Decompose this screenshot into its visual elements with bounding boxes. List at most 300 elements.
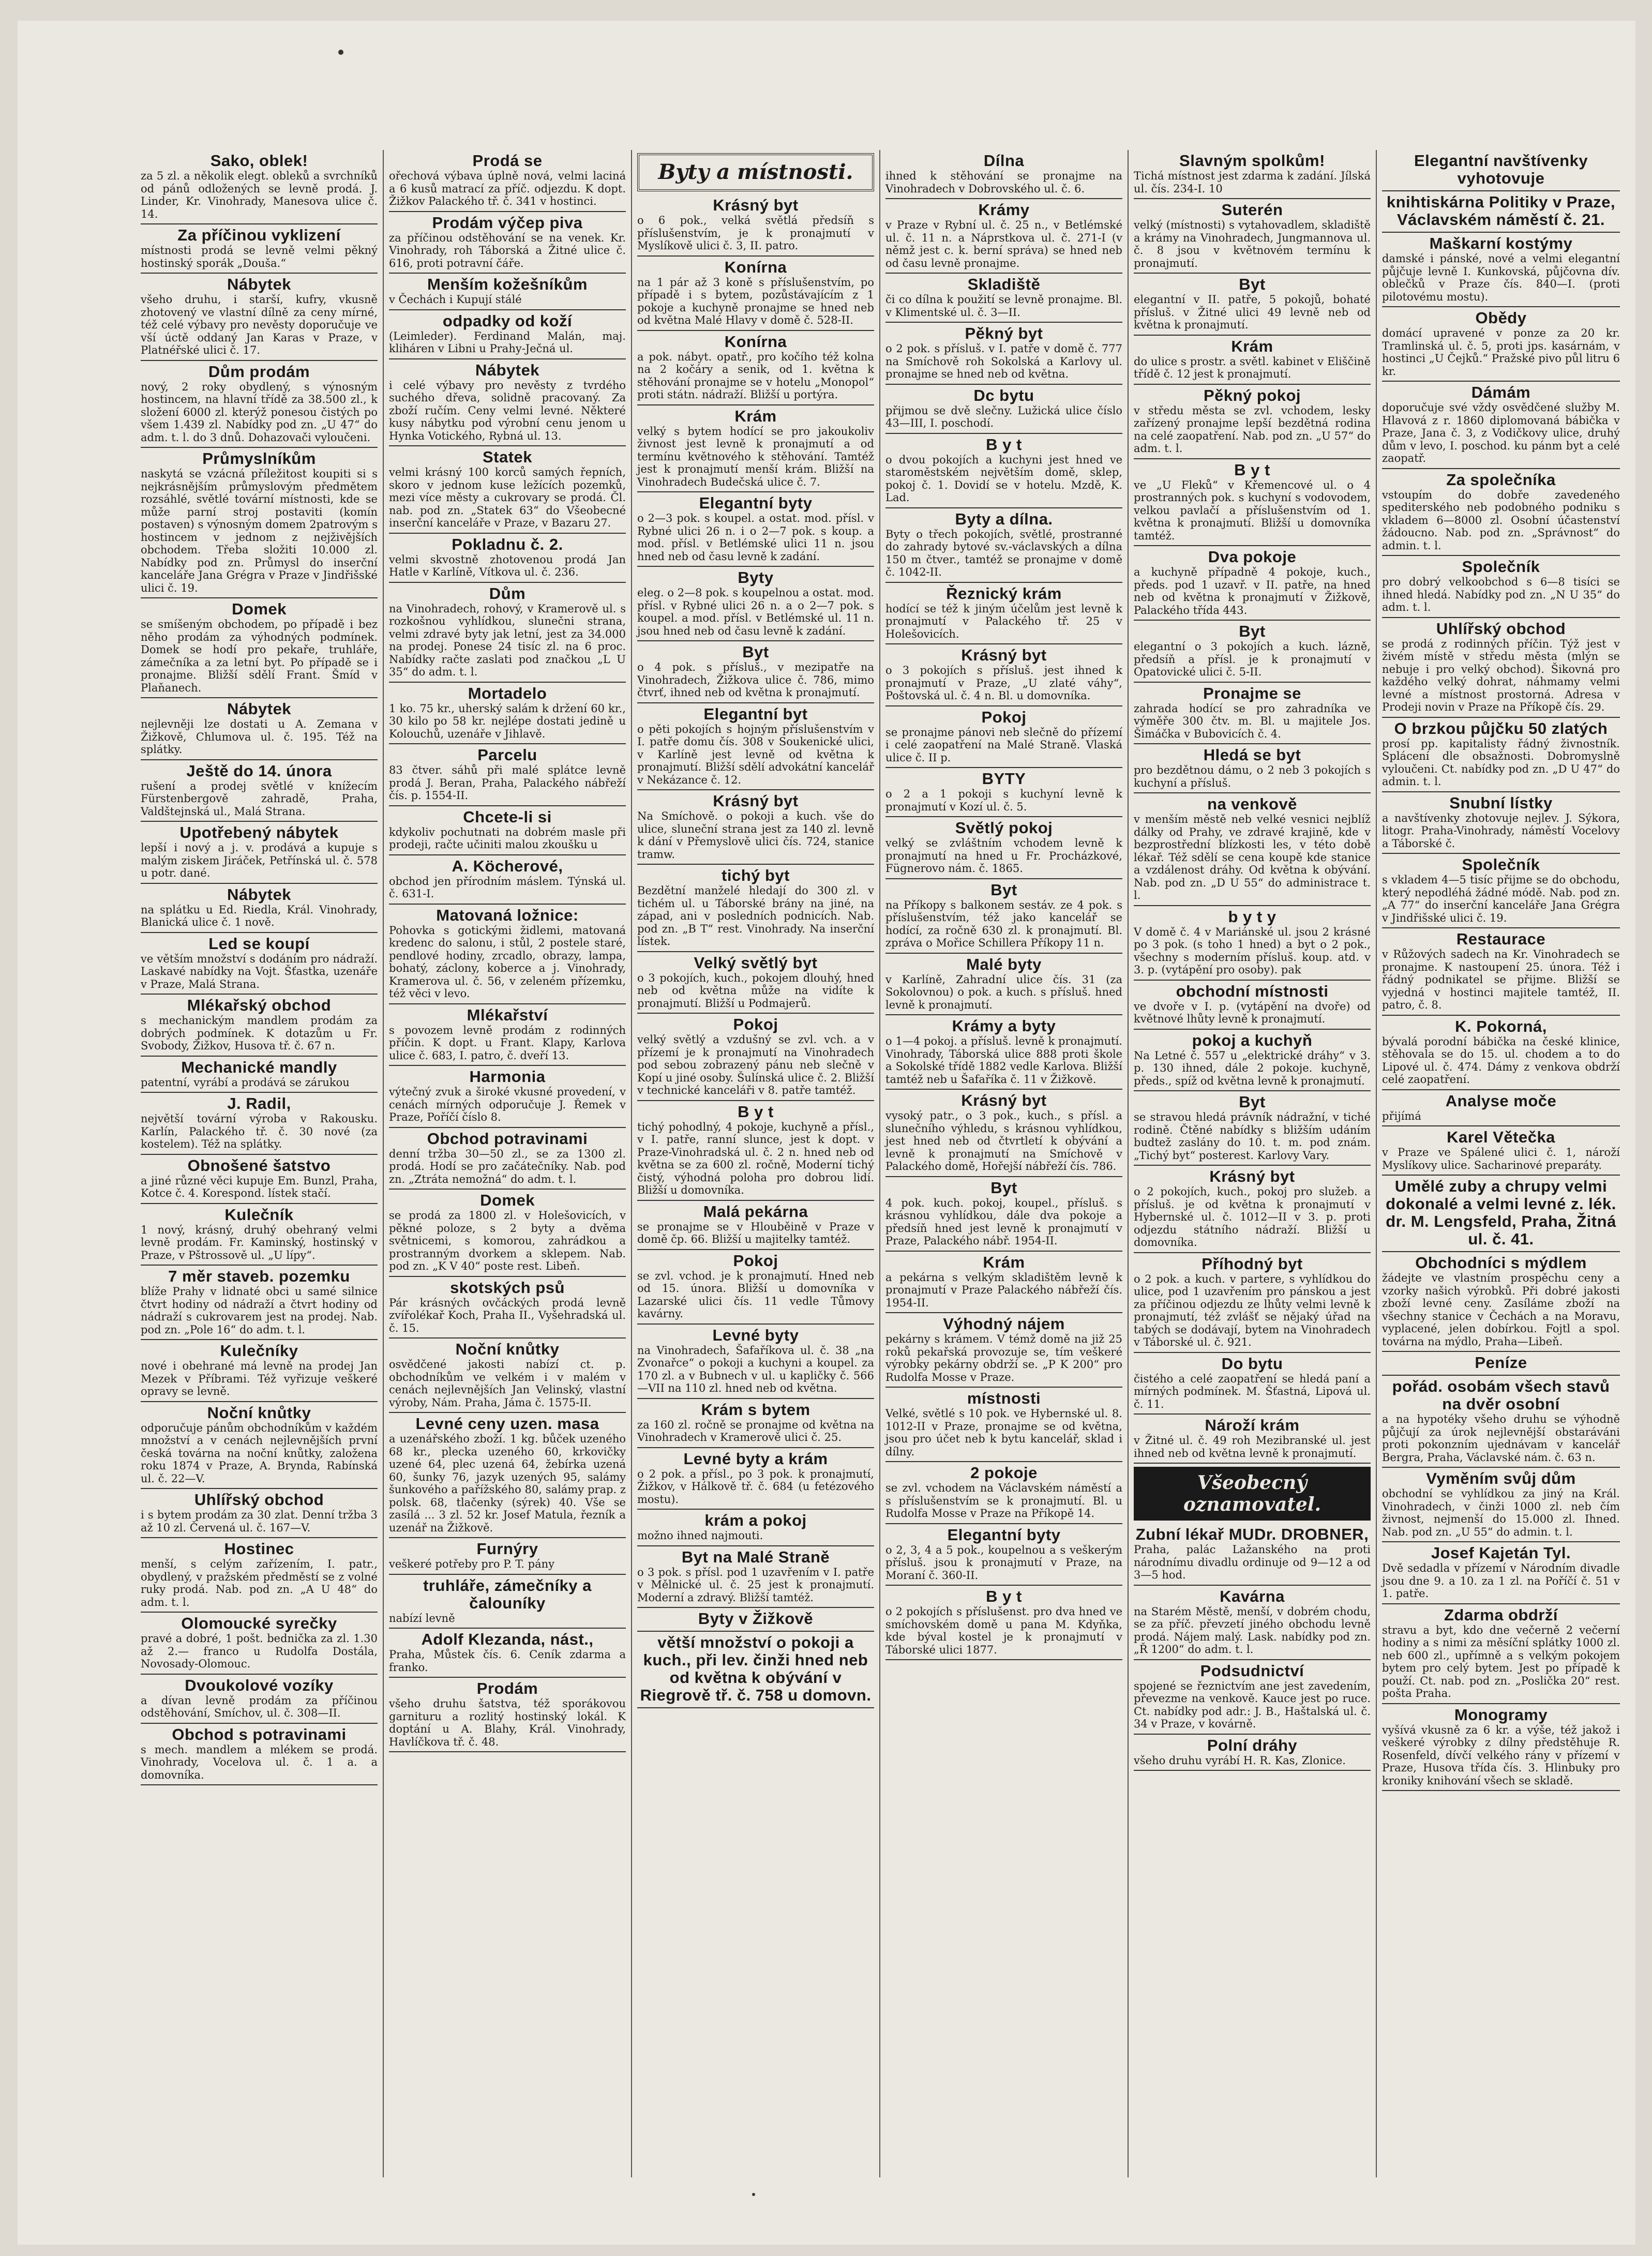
ad-heading: Chcete-li si [463, 807, 552, 826]
classified-ad [1382, 792, 1620, 854]
ad-body: o 4 pok. s přísluš., v mezipatře na Vinohradech, Žižkova ulice č. 786, mimo čtvrť, ihned neb od května k pronajmutí. [637, 661, 874, 699]
ad-body: Byty o třech pokojích, světlé, prostranné do zahrady bytové sv.-václavských a dílna 150 m čtver., tamtéž se pronajme v domě č. 1042-II. [885, 528, 1122, 578]
classified-ad [1134, 621, 1371, 683]
ad-body: nabízí levně [389, 1612, 455, 1625]
ad-heading: Nábytek [227, 700, 292, 718]
ad-heading: Podsudnictví [1200, 1661, 1304, 1680]
classified-ad [637, 567, 874, 641]
ad-heading: Kulečníky [220, 1342, 298, 1360]
classified-ad [389, 310, 626, 359]
ad-body: hodící se též k jiným účelům jest levně k pronajmutí v Palackého tř. 25 v Holešovicích. [885, 602, 1122, 640]
classified-ad [1134, 683, 1371, 745]
ad-heading: tichý byt [722, 866, 790, 884]
ad-body: pro dobrý velkoobchod s 6—8 tisíci se ihned hledá. Nabídky pod zn. „N U 35“ do adm. t. l. [1382, 576, 1620, 613]
ad-body: nový, 2 roky obydlený, s výnosným hostincem, na hlavní třídě za 38.500 zl., k složení 6000 zl. kterýž ponesou čistých po všem 1.439 zl. Nabídky pod zn. „U 47“ do adm. t. l. do 3 dnů. Dohazovači vyloučeni. [141, 380, 378, 444]
ad-body: přijímá [1382, 1109, 1421, 1122]
classified-ad [1382, 1352, 1620, 1376]
ad-heading: Nábytek [475, 360, 540, 379]
ad-body: rušení a prodej světlé v knížecím Fürstenbergově zahradě, Praha, Valdštejnská ul., Malá Strana. [141, 779, 378, 818]
ad-body: Pár krásných ovčáckých prodá levně zvířolékař Koch, Praha II., Vyšehradská ul. č. 15. [389, 1296, 626, 1334]
classified-ad [141, 1402, 378, 1490]
ad-body: ihned k stěhování se pronajme na Vinohradech v Dobrovského ul. č. 6. [885, 170, 1122, 195]
ad-heading: Konírna [724, 332, 787, 351]
ad-heading: Maškarní kostýmy [1429, 234, 1573, 252]
ad-body: na 1 pár až 3 koně s příslušenstvím, po případě i s bytem, pozůstávajícím z 1 pokoje a kuchyně pronajme se hned neb od května Malé Hlavy v domě č. 528-II. [637, 276, 874, 326]
classified-ad [885, 1524, 1122, 1586]
ad-body: za 5 zl. a několik elegt. obleků a svrchníků od pánů odložených se levně prodá. J. Linder, Kr. Vinohrady, Manesova ulice č. 14. [141, 170, 378, 220]
ad-body: i s bytem prodám za 30 zlat. Denní tržba 3 až 10 zl. Červená ul. č. 167—V. [141, 1509, 378, 1534]
ad-heading: Za společníka [1446, 470, 1556, 489]
ad-body: na Příkopy s balkonem sestáv. ze 4 pok. s příslušenstvím, též jako kancelář se hodící, za ročně 630 zl. k pronajmutí. Bl. zpráva o Mořice Schillera Příkopy 11 n. [885, 898, 1122, 949]
classified-ad [1382, 1468, 1620, 1542]
classified-ad [1134, 150, 1371, 199]
ad-heading: Obchod s potravinami [172, 1725, 347, 1743]
classified-ad [1382, 1126, 1620, 1176]
ad-body: pro bezdětnou dámu, o 2 neb 3 pokojích s kuchyní a přísluš. [1134, 764, 1371, 789]
ad-heading: Umělé zuby a chrupy velmi dokonalé a velmi levné z. lék. dr. M. Lengsfeld, Praha, Žitná ul. č. 41. [1386, 1177, 1616, 1248]
ad-body: se zvl. vchodem na Václavském náměstí a s příslušenstvím se k pronajmutí. Bl. u Rudolfa Mosse v Praze na Příkopě 14. [885, 1482, 1122, 1520]
classified-ad [637, 1250, 874, 1325]
classified-ad [1382, 556, 1620, 618]
classified-ad [637, 1546, 874, 1608]
ad-body: a uzenářského zboží. 1 kg. bůček uzeného 68 kr., plecka uzeného 60, krkovičky uzené 64, plec uzená 64, žebírka uzená 60, šunky 76, jazyk uzených 95, salámy šunkového a pařížského 80, salámy prap. z polsk. 68, tlačenky (sýrek) 40. Vše se zasílá ... 3 zl. 52 kr. Josef Matula, řezník a uzenář na Žižkově. [389, 1433, 626, 1534]
ad-heading: BYTY [982, 770, 1026, 788]
ad-body: o 6 pok., velká světlá předsíň s příslušenstvím, je k pronajmutí v Myslíkově ulici č. 3, II. patro. [637, 214, 874, 252]
ad-body: V domě č. 4 v Mariánské ul. jsou 2 krásné po 3 pok. (s toho 1 hned) a byt o 2 pok., všechny s moderním přísluš. koup. atd. v 3. p. (vytápění pro osoby). pak [1134, 925, 1371, 976]
ad-heading: Dva pokoje [1208, 548, 1297, 566]
ad-body: se prodá z rodinných příčin. Týž jest v živém místě v středu města (mlýn se nebuje i pro velký obchod). Šikovná pro každého velký dohrat, náhmamy velmi levné a místnost prostorná. Adresa v Prodeji novin v Praze na Příkopě čís. 29. [1382, 637, 1620, 713]
ad-body: damské i pánské, nové a velmi elegantní půjčuje levně I. Kunkovská, půjčovna dív. oblečků v Praze čís. 840—I. (proti pilotovému mostu). [1382, 252, 1620, 303]
ad-heading: Byt na Malé Straně [681, 1547, 830, 1566]
ad-heading: Pokoj [733, 1251, 778, 1270]
ad-body: domácí upravené v ponze za 20 kr. Tramlinská ul. č. 5, proti jps. kasárnám, v hostinci „U Čejků.“ Pražské pivo půl litru 6 kr. [1382, 327, 1620, 378]
ad-body: prosí pp. kapitalisty řádný živnostník. Splácení dle obsažnosti. Dobromyslně vyloučeni. Ct. nabídky pod zn. „D U 47“ do admin. t. l. [1382, 737, 1620, 788]
ad-body: o 2 pokojích s příslušenst. pro dva hned ve smíchovském domě u pana M. Kdyňka, kde býval kostel je k pronajmutí v Táborské ulici 1877. [885, 1605, 1122, 1656]
classified-ad [1382, 307, 1620, 382]
ad-body: Tichá místnost jest zdarma k zadání. Jílská ul. čís. 234-I. 10 [1134, 170, 1371, 195]
ad-body: nové i obehrané má levně na prodej Jan Mezek v Příbrami. Též vyřizuje veškeré opravy se levně. [141, 1360, 378, 1397]
ad-heading: Byt [990, 1178, 1017, 1197]
ad-body: se pronajme pánovi neb slečně do přízemí i celé zaopatření na Malé Straně. Vlaská ulice č. II p. [885, 726, 1122, 764]
ad-heading: Levné byty [712, 1326, 799, 1344]
classified-ad [389, 1066, 626, 1128]
classified-ad [1382, 1542, 1620, 1604]
ad-heading: Hledá se byt [1203, 746, 1301, 764]
ad-heading: Prodá se [472, 152, 543, 170]
ad-body: čistého a celé zaopatření se hledá paní a mírných podmínek. M. Šťastná, Lipová ul. č. 11. [1134, 1372, 1371, 1410]
classified-ad [885, 1388, 1122, 1462]
ad-heading: Karel Větečka [1447, 1128, 1555, 1146]
classified-ad [1134, 1524, 1371, 1586]
classified-ad [637, 1632, 874, 1708]
ad-heading: Byt [742, 643, 769, 661]
ad-body: v menším městě neb velké vesnici nejblíž dálky od Prahy, ve zdravé krajině, kde v bezprostřední blízkosti les, v této době lékař. Též sdělí se cena koupě kde stanice a vzdálenost dráhy. Od května k obývání. Nab. pod zn. „D U 55“ do administrace t. l. [1134, 813, 1371, 901]
ad-body: 1 nový, krásný, druhý obehraný velmi levně prodám. Fr. Kaminský, hostinský v Praze, v Pštrossově ul. „U lípy“. [141, 1223, 378, 1261]
ad-body: o 3 pokojích s přísluš. jest ihned k pronajmutí v Praze, „U zlaté váhy“, Poštovská ul. č. 4 n. Bl. u domovníka. [885, 664, 1122, 702]
ad-column-5 [1129, 150, 1377, 2177]
ad-body: Na Letné č. 557 u „elektrické dráhy“ v 3. p. 130 ihned, dále 2 pokoje. kuchyně, předs., spíž od května levně k pronajmutí. [1134, 1049, 1371, 1087]
classified-ad [1134, 1353, 1371, 1415]
ad-body: ve větším množství s dodáním pro nádraží. Laskavé nabídky na Vojt. Šťastka, uzenáře v Praze, Malá Strana. [141, 952, 378, 990]
ad-heading: Statek [482, 448, 533, 466]
ad-heading: Dílna [983, 152, 1025, 170]
ad-body: nejlevněji lze dostati u A. Zemana v Žižkově, Chlumova ul. č. 195. Též na splátky. [141, 718, 378, 756]
ad-body: a navštívenky zhotovuje nejlev. J. Sýkora, litogr. Praha-Vinohrady, náměstí Vocelovy a Táborské č. [1382, 811, 1620, 850]
ad-heading: Nábytek [227, 885, 292, 904]
ad-body: ve dvoře v I. p. (vytápění na dvoře) od květnové lhůty levně k pronajmutí. [1134, 1000, 1371, 1025]
ad-heading: Krám [983, 1253, 1025, 1271]
ad-heading: Prodám [476, 1679, 538, 1697]
ad-body: v Čechách i Kupují stálé [389, 293, 522, 306]
ad-body: osvědčené jakosti nabízí ct. p. obchodníkům ve velkém i v malém v cenách nejlevnějších Jan Velinský, vlastní výroby, Nám. Praha, Jáma č. 1575-II. [389, 1358, 626, 1409]
classified-ad [141, 933, 378, 995]
ad-heading: Furnýry [476, 1540, 538, 1558]
classified-ad [141, 995, 378, 1057]
ad-heading: knihtiskárna Politiky v Praze, Václavském náměstí č. 21. [1386, 193, 1616, 229]
classified-ad [1134, 274, 1371, 336]
classified-ad [141, 1724, 378, 1786]
ad-heading: Harmonia [469, 1067, 546, 1086]
ad-body: se pronajme se v Hlouběině v Praze v domě čp. 66. Bližší u majitelky tamtéž. [637, 1220, 874, 1245]
classified-ad [1382, 618, 1620, 718]
classified-ad [389, 274, 626, 310]
classified-ad [885, 150, 1122, 199]
ad-heading: Noční knůtky [455, 1340, 560, 1358]
classified-ad [637, 790, 874, 865]
classified-ad [885, 644, 1122, 706]
ad-body: vysoký patr., o 3 pok., kuch., s přísl. a slunečního výhledu, s krásnou vyhlídkou, jest hned neb od čtvrtletí k obývání a levně k pronajmutí na Smíchově v Palackého domě, Hořejší nábřeží čís. 786. [885, 1109, 1122, 1172]
classified-ad [389, 534, 626, 583]
classified-ad [1382, 233, 1620, 307]
classified-ad [885, 323, 1122, 385]
ink-spot-bottom [752, 2193, 755, 2196]
ad-heading: Velký světlý byt [694, 953, 818, 972]
classified-ad [1382, 1252, 1620, 1352]
ad-body: v středu města se zvl. vchodem, lesky zařízený pronajme lepší bezdětná rodina na celé zaopatření. Nab. pod zn. „U 57“ do adm. t. l. [1134, 404, 1371, 455]
ad-heading: Monogramy [1454, 1705, 1548, 1724]
classified-ad [885, 879, 1122, 954]
ad-heading: Matovaná ložnice: [436, 906, 579, 924]
classified-ad [141, 1204, 378, 1266]
classified-ad [885, 1252, 1122, 1314]
ad-heading: Kulečník [224, 1205, 294, 1224]
classified-ad [885, 274, 1122, 323]
ad-heading: K. Pokorná, [1455, 1017, 1547, 1035]
classified-ad [885, 817, 1122, 879]
ad-body: vyšívá vkusně za 6 kr. a výše, též jakož i veškeré výrobky z dílny předstěhuje R. Rosenfeld, dívčí velkého rány v přízemí v Praze, Husova třída čís. 3. Hlinbuky pro kroniky knihování všech se skladě. [1382, 1723, 1620, 1787]
ad-heading: Elegantní byt [703, 704, 808, 723]
section-banner-dark: Všeobecný oznamovatel. [1134, 1467, 1371, 1521]
ad-heading: Průmyslníkům [202, 449, 316, 468]
ad-heading: B y t [738, 1102, 774, 1121]
classified-ad [141, 361, 378, 448]
ad-body: denní tržba 30—50 zl., se za 1300 zl. prodá. Hodí se pro začátečníky. Nab. pod zn. „Ztráta nemožná“ do adm. t. l. [389, 1147, 626, 1185]
classified-ad [389, 583, 626, 683]
ad-body: i celé výbavy pro nevěsty z tvrdého suchého dřeva, solidně pracovaný. Za zboží ručím. Ceny velmi levné. Některé kusy nábytku pod výrobní cenu jenom u Hynka Votického, Rybná ul. 13. [389, 379, 626, 442]
classified-ad [637, 405, 874, 493]
ad-body: o 1—4 pokoj. a přísluš. levně k pronajmutí. Vinohrady, Táborská ulice 888 proti škole a Sokolské třídě 1882 vedle Karlova. Bližší tamtéž neb u Šafaříka č. 11 v Žižkově. [885, 1035, 1122, 1086]
ad-heading: Upotřebený nábytek [179, 823, 339, 841]
ad-body: bývalá porodní bábička na české klinice, stěhovala se do 15. ul. chodem a to do Lipové ul. č. 474. Dámy z venkova obdrží celé zaopatření. [1382, 1035, 1620, 1086]
ad-body: Praha, Můstek čís. 6. Ceník zdarma a franko. [389, 1648, 626, 1674]
classified-ad [389, 744, 626, 806]
classified-ad [885, 1462, 1122, 1524]
classified-ad [141, 224, 378, 274]
ad-column-1 [136, 150, 384, 2177]
ad-heading: Obědy [1475, 309, 1527, 327]
ad-heading: Kavárna [1220, 1587, 1285, 1605]
classified-ad [885, 385, 1122, 434]
ad-body: tichý pohodlný, 4 pokoje, kuchyně a přísl., v I. patře, ranní slunce, jest k dopt. v Praze-Vinohradská ul. č. 2 n. hned neb od května se za 600 zl. ročně, Moderní tichý čistý, výhodná poloha pro dobrou lidí. Bližší u domovníka. [637, 1120, 874, 1196]
classified-ad [141, 760, 378, 822]
ad-heading: B y t [986, 1587, 1022, 1605]
ad-body: na Vinohradech, rohový, v Kramerově ul. s rozkošnou vyhlídkou, slunečni strana, velmi zdravé byty jak letní, jest za 34.000 na prodej. Ponese 24 tisíc zl. na 6 proc. Nabídky račte zaslati pod značkou „L U 35“ do adm. t. l. [389, 602, 626, 678]
ad-heading: skotských psů [450, 1278, 565, 1297]
ad-heading: Mlékařský obchod [187, 996, 332, 1014]
classified-ad [885, 1015, 1122, 1090]
ad-heading: Byty [738, 568, 774, 586]
ad-body: s mech. mandlem a mlékem se prodá. Vinohrady, Vocelova ul. č. 1 a. a domovníka. [141, 1743, 378, 1781]
ad-heading: Krásný byt [1209, 1167, 1295, 1185]
classified-ad [141, 274, 378, 361]
ad-body: či co dílna k použití se levně pronajme. Bl. v Klimentské ul. č. 3—II. [885, 293, 1122, 319]
ad-heading: Uhlířský obchod [1436, 619, 1566, 638]
classified-ad [1382, 150, 1620, 191]
ad-column-3 [632, 150, 880, 2177]
classified-ad [637, 1201, 874, 1250]
ad-heading: A. Köcherové, [452, 856, 563, 875]
ad-body: obchodní se vyhlídkou za jiný na Král. Vinohradech, v činži 1000 zl. neb čím živnost, nejmenší do 15.000 zl. Ihned. Nab. pod zn. „U 55“ do admin. t. l. [1382, 1487, 1620, 1538]
ad-heading: Menším kožešníkům [427, 275, 588, 293]
ad-body: o 2 pok. a přísl., po 3 pok. k pronajmutí, Žižkov, v Hálkově tř. č. 684 (u fetézového mostu). [637, 1467, 874, 1506]
ad-heading: Krámy a byty [952, 1017, 1056, 1035]
ad-body: zahrada hodící se pro zahradníka ve výměře 300 čtv. m. Bl. u majitele Jos. Šimáčka v Bubovicích č. 4. [1134, 702, 1371, 740]
classified-ad [389, 1678, 626, 1752]
ad-heading: 2 pokoje [970, 1464, 1038, 1482]
classified-ad [1134, 1415, 1371, 1464]
classified-ad [637, 1101, 874, 1201]
ad-body: v Karlíně, Zahradní ulice čís. 31 (za Sokolovnou) o pok. a kuch. s přísluš. hned levně k pronajmutí. [885, 973, 1122, 1011]
ad-heading: B y t [1234, 460, 1270, 479]
ad-body: Bezdětní manželé hledají do 300 zl. v tichém ul. u Táborské brány na jiné, na západ, ani v posledních podnicích. Nab. pod zn. „B T“ rest. Vinohrady. Na inserční lístek. [637, 884, 874, 947]
ad-heading: Domek [480, 1191, 535, 1209]
classified-ad [141, 448, 378, 598]
ad-body: velmi krásný 100 korců samých řepních, skoro v jednom kuse ležících pozemků, mezi více městy a cukrovary se prodá. Čl. nab. pod zn. „Statek 63“ do Všeobecné inserční kanceláře v Praze, v Bazaru 27. [389, 466, 626, 529]
ad-body: v Žitné ul. č. 49 roh Mezibranské ul. jest ihned neb od května levně k pronajmutí. [1134, 1434, 1371, 1460]
classified-ad [141, 1675, 378, 1724]
classified-ad [1134, 1166, 1371, 1253]
ad-body: žádejte ve vlastním prospěchu ceny a vzorky našich výrobků. Při dobré jakosti zboží levné ceny. Zasíláme zboží na všechny stanice v Čechách a na Moravu, vyplacené, jelen dobírkou. Fojtl a spol. továrna na mýdlo, Praha—Libeň. [1382, 1272, 1620, 1348]
ad-body: na splátku u Ed. Riedla, Král. Vinohrady, Blanická ulice č. 1 nově. [141, 903, 378, 928]
ad-heading: na venkově [1207, 795, 1297, 813]
ad-heading: Snubní lístky [1449, 793, 1553, 812]
ad-body: Dvě sedadla v přízemí v Národním divadle jsou dne 9. a 10. za 1 zl. na Poříčí č. 51 v 1. patře. [1382, 1562, 1620, 1600]
classified-ad [389, 905, 626, 1004]
ad-body: Pohovka s gotickými židlemi, matovaná kredenc do salonu, i stůl, 2 postele staré, pendlové hodiny, zrcadlo, obrazy, lampa, bohatý, záclony, koberce a j. Vinohrady, Kramerova ul. č. 56, v zeleném přízemku, též věci v levo. [389, 924, 626, 1000]
classified-ad [389, 1538, 626, 1575]
ad-body: obchod jen přírodním máslem. Týnská ul. č. 631-I. [389, 875, 626, 900]
classified-ad [1134, 981, 1371, 1030]
ad-heading: B y t [986, 435, 1022, 454]
ad-body: o 2, 3, 4 a 5 pok., koupelnou a s veškerým přísluš. jsou k pronajmutí v Praze, na Moraní č. 360-II. [885, 1543, 1122, 1582]
classified-ad [1134, 385, 1371, 459]
ad-heading: O brzkou půjčku 50 zlatých [1394, 719, 1608, 738]
ad-heading: pokoj a kuchyň [1192, 1031, 1313, 1049]
ad-heading: Za příčinou vyklizení [177, 226, 341, 244]
ad-body: a pok. nábyt. opatř., pro kočího též kolna na 2 kočáry a senik, od 1. května k stěhování pronajme se v hotelu „Monopol“ proti státn. nádraží. Bližší u portýra. [637, 350, 874, 401]
ad-body: velký se zvláštním vchodem levně k pronajmutí na hned u Fr. Procházkové, Fügnerovo nám. č. 1865. [885, 837, 1122, 875]
classified-ad [389, 446, 626, 534]
classified-ad [637, 641, 874, 703]
classified-ad [141, 698, 378, 760]
ad-heading: Krámy [978, 201, 1030, 219]
ad-body: a kuchyně případně 4 pokoje, kuch., předs. pod 1 uzavř. v II. patře, na hned neb od května k pronajmutí v Žižkově, Palackého třída 443. [1134, 566, 1371, 616]
classified-ad [1134, 1660, 1371, 1735]
ad-heading: Společník [1462, 558, 1540, 576]
classified-ad [1134, 1030, 1371, 1092]
classified-ad [1134, 459, 1371, 547]
ad-body: (Leimleder). Ferdinand Malán, maj. kliháren v Libni u Prahy-Ječná ul. [389, 329, 626, 355]
ad-heading: Byt [1239, 622, 1266, 640]
classified-ad [885, 1313, 1122, 1388]
ad-heading: obchodní místnosti [1176, 982, 1329, 1000]
ad-heading: Olomoucké syrečky [181, 1614, 337, 1632]
classified-ad [885, 1586, 1122, 1660]
ad-heading: Led se koupí [208, 934, 310, 953]
classified-ad [389, 1190, 626, 1277]
classified-ad [885, 199, 1122, 274]
classified-ad [1134, 336, 1371, 385]
ad-body: velmi skvostně zhotovenou prodá Jan Hatle v Karlíně, Vítkova ul. č. 236. [389, 553, 626, 578]
ad-heading: Krám [734, 407, 777, 425]
classified-ad [1134, 1735, 1371, 1771]
ad-heading: Byt [1239, 275, 1266, 293]
classified-ad [389, 212, 626, 274]
classified-ad [637, 1325, 874, 1399]
ad-heading: Krám s bytem [701, 1400, 810, 1419]
ad-body: v Praze v Rybní ul. č. 25 n., v Betlémské ul. č. 11 n. a Náprstkova ul. č. 271-I (v němž jest c. k. berní správa) se hned neb od času levně pronajme. [885, 219, 1122, 269]
ad-heading: Krásný byt [713, 792, 799, 810]
classified-ad [141, 1538, 378, 1613]
classified-ad [637, 865, 874, 952]
ad-body: a jiné různé věci kupuje Em. Bunzl, Praha, Kotce č. 4. Korespond. lístek stačí. [141, 1174, 378, 1199]
ad-body: za příčinou odstěhování se na venek. Kr. Vinohrady, roh Táborská a Žitné ulice č. 616, proti potravní čáře. [389, 231, 626, 269]
classified-ad [1134, 199, 1371, 274]
ad-heading: Pronajme se [1203, 684, 1301, 702]
section-banner: Byty a místnosti. [637, 153, 874, 191]
classified-ad [885, 508, 1122, 583]
ad-body: na Starém Městě, menší, v dobrém chodu, se za příč. převzetí jiného obchodu levně prodá. Nájem malý. Lask. nabídky pod zn. „Ř 1200“ do adm. t. l. [1134, 1605, 1371, 1656]
ad-body: přijmou se dvě slečny. Lužická ulice číslo 43—III, I. poschodí. [885, 404, 1122, 429]
ad-body: se zvl. vchod. je k pronajmutí. Hned neb od 15. února. Bližší u domovníka v Lazarské ulici čís. 11 vedle Tůmovy kavárny. [637, 1269, 874, 1320]
ad-heading: Společník [1462, 855, 1540, 874]
classified-ad [389, 1629, 626, 1678]
ad-heading: Slavným spolkům! [1179, 152, 1325, 170]
ad-heading: Dům prodám [208, 362, 310, 381]
ad-heading: Byty a dílna. [955, 509, 1053, 528]
classified-ad [389, 855, 626, 905]
ad-body: do ulice s prostr. a světl. kabinet v Eliščině třídě č. 12 jest k pronajmutí. [1134, 355, 1371, 380]
classified-ad [389, 683, 626, 745]
classified-ad [141, 1093, 378, 1155]
classified-ad [141, 1340, 378, 1402]
ad-body: výtečný zvuk a široké vkusné provedení, v cenách mírných odporučuje J. Řemek v Praze, Poříčí číslo 8. [389, 1086, 626, 1123]
classified-ad [1134, 546, 1371, 621]
ad-heading: Vyměním svůj dům [1426, 1469, 1576, 1487]
classified-ad [637, 1510, 874, 1546]
classified-ad [1382, 718, 1620, 792]
classified-ad [1134, 744, 1371, 793]
classified-ad [389, 806, 626, 855]
ad-heading: Elegantní navštívenky vyhotovuje [1414, 152, 1588, 187]
ad-body: se smíšeným obchodem, po případě i bez něho prodám za výhodných podmínek. Domek se hodí pro pekaře, truhláře, zámečníka a za letní byt. Po případě se i pronajme. Bližší sdělí Frant. Šmíd v Plaňanech. [141, 618, 378, 694]
ad-body: možno ihned najmouti. [637, 1529, 763, 1542]
ad-body: a dívan levně prodám za příčinou odstěhování, Smíchov, ul. č. 308—II. [141, 1694, 378, 1719]
ad-body: stravu a byt, kdo dne večerně 2 večerní hodiny a s nimi za měsíční splátky 1000 zl. neb 600 zl., upřímně a s velkým pokojem bytem pro celý bytem. Jest po případě k použí. Ct. nab. pod zn. „Poslička 20“ rest. pošta Praha. [1382, 1623, 1620, 1699]
classified-ad [885, 954, 1122, 1016]
ad-body: lepší i nový a j. v. prodává a kupuje s malým ziskem Jiráček, Petřínská ul. č. 578 u potr. dané. [141, 841, 378, 879]
ad-body: s mechanickým mandlem prodám za dobrých podmínek. K dotazům u Fr. Svobody, Žižkov, Husova tř. č. 67 n. [141, 1014, 378, 1052]
ad-heading: Výhodný nájem [943, 1315, 1065, 1333]
classified-ad [637, 703, 874, 791]
ad-body: pravé a dobré, 1 pošt. bednička za zl. 1.30 až 2.— franco u Rudolfa Dostála, Novosady-Olomouc. [141, 1632, 378, 1670]
ad-body: ořechová výbava úplně nová, velmi laciná a 6 kusů matrací za příč. odjezdu. K dopt. Žižkov Palackého tř. č. 341 v hostinci. [389, 170, 626, 207]
ad-heading: Noční knůtky [207, 1403, 311, 1422]
ad-heading: Nároží krám [1205, 1416, 1300, 1434]
ad-body: patentní, vyrábí a prodává se zárukou [141, 1076, 350, 1089]
classified-ad [885, 434, 1122, 508]
ad-body: veškeré potřeby pro P. T. pány [389, 1558, 554, 1570]
ad-heading: Obchodníci s mýdlem [1415, 1254, 1587, 1272]
classified-ad [1134, 793, 1371, 906]
classified-ad [389, 359, 626, 447]
ad-heading: Zdarma obdrží [1444, 1605, 1558, 1624]
classified-ad [141, 1155, 378, 1204]
ad-heading: pořád. osobám všech stavů na dvěr osobní [1392, 1377, 1610, 1413]
classified-ad [637, 257, 874, 331]
ad-body: a pekárna s velkým skladištěm levně k pronajmutí v Praze Palackého nábřeží čís. 1954-II. [885, 1271, 1122, 1309]
ad-body: o 2 pokojích, kuch., pokoj pro služeb. a přísluš. je od května k pronajmutí v Hybernské ul. č. 1012—II v 3. p. proti odjezdu státního nádraží. Bližší u domovníka. [1134, 1185, 1371, 1249]
ad-body: elegantní v II. patře, 5 pokojů, bohaté přísluš. v Žitné ulici 49 levně neb od května k pronajmutí. [1134, 293, 1371, 331]
ad-body: na Vinohradech, Šafaříkova ul. č. 38 „na Zvonařce“ o pokoji a kuchyni a koupel. za 170 zl. a v Bubnech v ul. u kapličky č. 566—VII na 110 zl. hned neb od května. [637, 1344, 874, 1394]
ad-heading: Restaurace [1456, 930, 1546, 948]
classified-ad [1382, 1604, 1620, 1704]
ad-body: Velké, světlé s 10 pok. ve Hybernské ul. 8. 1012-II v Praze, pronajme se od května, jsou pro účet neb k bytu kancelář, sklad i dílny. [885, 1407, 1122, 1458]
ink-spot-top [338, 50, 343, 55]
ad-heading: Domek [232, 600, 287, 618]
ad-heading: odpadky od koží [442, 311, 573, 330]
ad-heading: Elegantní byty [699, 494, 813, 512]
ad-heading: Mortadelo [468, 684, 547, 702]
ad-heading: Parcelu [477, 746, 537, 764]
ad-body: největší tovární výroba v Rakousku. Karlín, Palackého tř. č. 30 nové (za kostelem). Též na splátky. [141, 1112, 378, 1150]
ad-body: o pěti pokojích s hojným příslušenstvím v I. patře domu čís. 308 v Soukenické ulici, v Karlíně jest levně od května k pronajmutí. Bližší sdělí advokátní kancelář v Nekázance č. 12. [637, 723, 874, 786]
ad-heading: Pokladnu č. 2. [452, 535, 563, 553]
ad-heading: Obnošené šatstvo [187, 1156, 331, 1175]
ad-body: v Růžových sadech na Kr. Vinohradech se pronajme. K nastoupení 25. února. Též i řádný podnikatel se přijme. Bližší se vyjedná v hostinci majitele tamtéž, II. patro, č. 8. [1382, 948, 1620, 1011]
ad-heading: Obchod potravinami [427, 1129, 588, 1148]
classified-ad [1134, 1253, 1371, 1353]
classified-ad [1134, 1091, 1371, 1166]
classified-ad [885, 1177, 1122, 1252]
ad-body: se prodá za 1800 zl. v Holešovicích, v pěkné poloze, s 2 byty a dvěma světnicemi, s komorou, zahrádkou a prostranným dvorkem a sklepem. Nab. pod zn. „K V 40“ poste rest. Libeň. [389, 1209, 626, 1272]
classified-ad [637, 331, 874, 405]
ad-heading: Ještě do 14. února [186, 761, 332, 780]
classified-ad [389, 150, 626, 212]
ad-heading: Konírna [724, 258, 787, 276]
classified-ad [141, 1266, 378, 1340]
classified-ad [389, 1575, 626, 1629]
